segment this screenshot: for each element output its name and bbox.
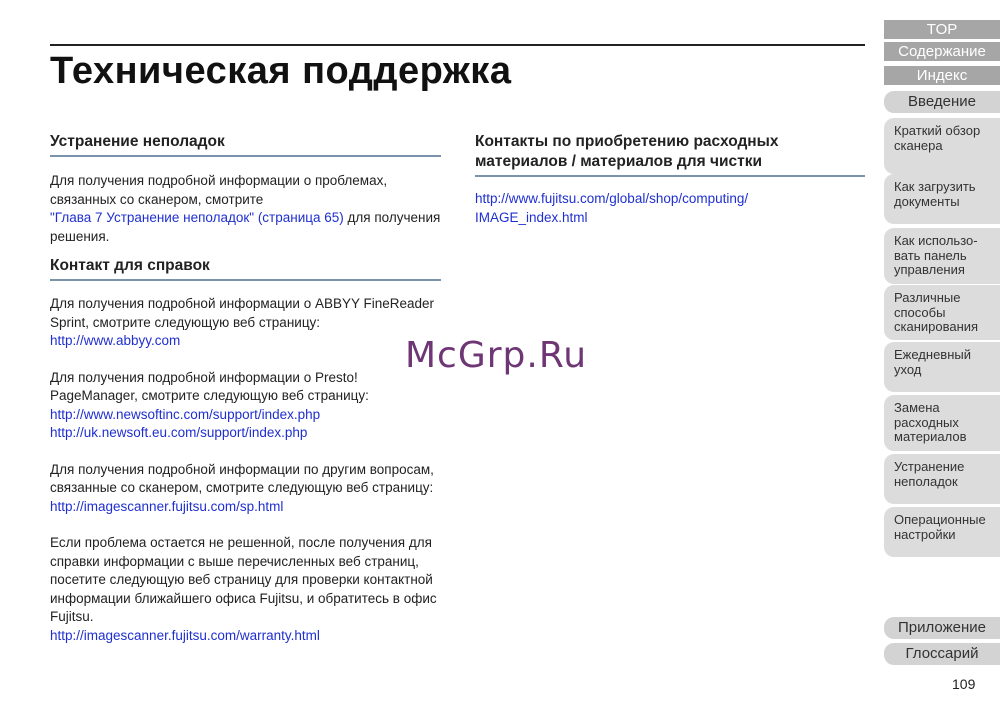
page-number: 109 [952,676,976,692]
nav-chapter-settings[interactable]: Операционные настройки [884,507,1000,557]
nav-chapter-panel[interactable]: Как использо-вать панель управления [884,228,1000,284]
section-heading-troubleshooting: Устранение неполадок [50,132,441,157]
abbyy-link[interactable]: http://www.abbyy.com [50,333,181,348]
nav-chapter-troubleshooting[interactable]: Устранение неполадок [884,454,1000,504]
fujitsu-shop-link-line1[interactable]: http://www.fujitsu.com/global/shop/computing/ [475,191,749,206]
newsoft-uk-link[interactable]: http://uk.newsoft.eu.com/support/index.php [50,425,308,440]
nav-chapter-scanning[interactable]: Различные способы сканирования [884,285,1000,340]
chapter7-link[interactable]: "Глава 7 Устранение неполадок" (страница 65) [50,210,344,225]
supplies-link-block [475,190,865,227]
nav-index-button[interactable]: Индекс [884,66,1000,85]
troubleshooting-text-after: для получения решения. [50,210,441,244]
fujitsu-shop-link-line2[interactable]: IMAGE_index.html [475,209,588,225]
fujitsu-sp-link[interactable]: http://imagescanner.fujitsu.com/sp.html [50,498,284,514]
troubleshooting-paragraph [50,172,441,246]
fujitsu-warranty-link[interactable]: http://imagescanner.fujitsu.com/warranty.html [50,627,320,643]
newsoftinc-link[interactable]: http://www.newsoftinc.com/support/index.php [50,406,321,422]
left-column [50,132,441,645]
nav-chapter-replacement[interactable]: Замена расходных материалов [884,395,1000,451]
watermark-text: McGrp.Ru [405,335,588,376]
contact-block-warranty [50,534,441,645]
nav-intro-button[interactable]: Введение [884,91,1000,113]
contact-text-abbyy: Для получения подробной информации о ABBYY FineReader Sprint, смотрите следующую веб страницу: [50,296,435,330]
nav-contents-button[interactable]: Содержание [884,42,1000,61]
contact-block-presto [50,369,441,443]
nav-glossary-button[interactable]: Глоссарий [884,643,1000,665]
nav-chapter-loading[interactable]: Как загрузить документы [884,174,1000,224]
nav-chapter-overview[interactable]: Краткий обзор сканера [884,118,1000,174]
contact-text-other: Для получения подробной информации по другим вопросам, связанные со сканером, смотрите следующую веб страницу: [50,461,434,495]
troubleshooting-text: Для получения подробной информации о проблемах, связанных со сканером, смотрите [50,173,388,207]
section-heading-supplies: Контакты по приобретению расходных материалов / материалов для чистки [475,132,865,177]
contact-block-abbyy [50,295,441,351]
contact-text-presto: Для получения подробной информации о Presto! PageManager, смотрите следующую веб страницу: [50,369,369,403]
nav-appendix-button[interactable]: Приложение [884,617,1000,639]
title-rule [50,44,865,46]
page-title: Техническая поддержка [50,50,512,92]
section-heading-contact: Контакт для справок [50,256,441,281]
contact-text-warranty: Если проблема остается не решенной, после получения для справки информации с выше перечисленных веб страниц, посетите следующую веб страницу для проверки контактной информации ближайшего офиса Fujitsu, и обратитесь в офис Fujitsu. [50,535,437,624]
contact-block-other [50,461,441,517]
nav-top-button[interactable]: TOP [884,20,1000,39]
nav-chapter-care[interactable]: Ежедневный уход [884,342,1000,392]
right-column [475,132,865,227]
